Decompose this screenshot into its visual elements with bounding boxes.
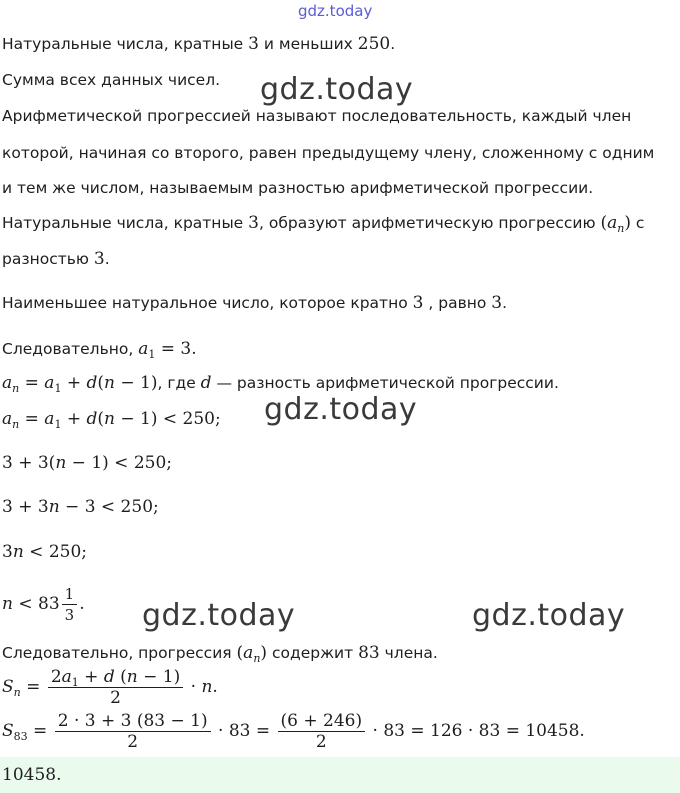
formula-ineq-2: 3 + 3(n − 1) < 250; <box>2 453 173 473</box>
formula-a1: $a_1 = 3$. <box>138 339 197 361</box>
line-def-2: которой, начиная со второго, равен предыдущему члену, сложенному с одним <box>2 144 655 162</box>
formula-general: $a_n = a_1 + d(n - 1)$ <box>2 373 158 395</box>
answer-box <box>0 757 680 793</box>
formula-ineq-5: n < 83 $\frac{1}{3}$ . <box>2 585 85 624</box>
answer-value: 10458. <box>2 765 62 785</box>
formula-sum-83: $S_{83}$ = $\frac{2 \cdot 3 + 3 (83 - 1)}{2}$ · 83 = $\frac{(6 + 246)}{2}$ · 83 = 126 · 83 = 10458. <box>2 711 585 752</box>
line-ineq-5 <box>2 584 85 625</box>
watermark-4: gdz.today <box>472 598 626 633</box>
line-sum-formula <box>2 667 218 708</box>
formula-an-2: $(a_n)$ <box>236 643 268 665</box>
formula-sum: $S_n$ = $\frac{2a_1 + d (n - 1)}{2}$ · n. <box>2 667 218 708</box>
formula-ineq-1: $a_n = a_1 + d(n - 1) < 250$; <box>2 409 221 431</box>
formula-d: d <box>200 373 212 393</box>
line-ineq-3 <box>2 497 159 517</box>
line-progression: Натуральные числа, кратные 3, образуют арифметическую прогрессию $(a_n)$ с <box>2 213 645 235</box>
line-members: Следовательно, прогрессия $(a_n)$ содержит 83 члена. <box>2 643 438 665</box>
line-difference: разностью 3. <box>2 249 110 269</box>
formula-an: $(a_n)$ <box>600 213 631 235</box>
line-given: Натуральные числа, кратные 3 и меньших 250. <box>2 34 396 54</box>
line-ineq-1 <box>2 409 221 429</box>
watermark-1: gdz.today <box>260 72 414 107</box>
line-find: Сумма всех данных чисел. <box>2 71 221 89</box>
line-smallest: Наименьшее натуральное число, которое кратно 3 , равно 3. <box>2 293 508 313</box>
line-ineq-2 <box>2 453 172 473</box>
line-def-3: и тем же числом, называемым разностью арифметической прогрессии. <box>2 179 594 197</box>
formula-ineq-3: 3 + 3n − 3 < 250; <box>2 497 159 517</box>
line-formula-an: $a_n = a_1 + d(n - 1)$, где d — разность арифметической прогрессии. <box>2 373 559 395</box>
watermark-3: gdz.today <box>142 598 296 633</box>
watermark-2: gdz.today <box>264 392 418 427</box>
line-def-1: Арифметической прогрессией называют последовательность, каждый член <box>2 107 632 125</box>
formula-ineq-4: 3n < 250; <box>2 542 88 562</box>
line-ineq-4 <box>2 542 87 562</box>
line-a1: Следовательно, $a_1 = 3$. <box>2 339 197 361</box>
line-sum-83 <box>2 711 585 752</box>
watermark-top: gdz.today <box>298 2 373 20</box>
